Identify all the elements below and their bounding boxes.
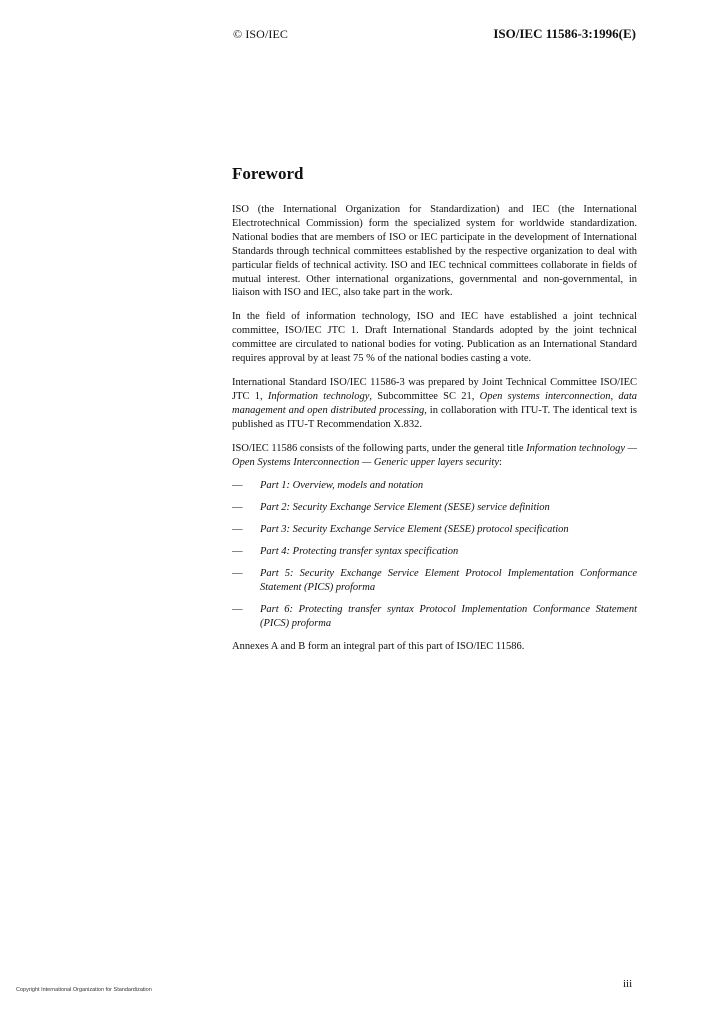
footer-copyright: Copyright International Organization for Standardization [16, 987, 152, 993]
paragraph-preparation-text-2: , Subcommittee SC 21, [369, 390, 480, 402]
paragraph-preparation [232, 376, 637, 432]
list-item [232, 567, 637, 595]
paragraph-parts-intro-colon: : [499, 456, 502, 468]
paragraph-annexes: Annexes A and B form an integral part of this part of ISO/IEC 11586. [232, 640, 525, 652]
part-title: Part 3: Security Exchange Service Element (SESE) protocol specification [260, 524, 569, 536]
parts-list [232, 479, 637, 630]
paragraph-parts-intro [232, 442, 637, 470]
part-title: Part 5: Security Exchange Service Element Protocol Implementation Conformance Statement (PICS) proforma [260, 568, 637, 593]
list-item [232, 545, 637, 559]
list-dash: — [232, 480, 243, 492]
paragraph-preparation-subcommittee-title: Open systems interconnection, data management and open distributed processing [232, 390, 637, 416]
part-title: Part 4: Protecting transfer syntax specification [260, 546, 459, 558]
paragraph-organizations: ISO (the International Organization for Standardization) and IEC (the International Electrotechnical Commission) form the specialized system for worldwide standardization. National bodies that are members of ISO or IEC participate in the development of International Standards through technical committees established by the respective organization to deal with particular fields of technical activity. ISO and IEC technical committees collaborate in fields of mutual interest. Other international organizations, governmental and non-governmental, in liaison with ISO and IEC, also take part in the work. [232, 204, 637, 299]
part-title: Part 2: Security Exchange Service Element (SESE) service definition [260, 502, 550, 514]
paragraph-preparation-text-3: , in collaboration with ITU-T. The identical text is published as ITU-T Recommendation X.832. [232, 404, 637, 430]
page-title: Foreword [232, 164, 304, 183]
paragraph-preparation-text-1: International Standard ISO/IEC 11586-3 was prepared by Joint Technical Committee ISO/IEC JTC 1, [232, 376, 637, 402]
list-dash: — [232, 568, 243, 580]
list-item [232, 501, 637, 515]
foreword-body [232, 203, 637, 664]
paragraph-parts-general-title: Information technology — Open Systems Interconnection — Generic upper layers security [232, 442, 637, 468]
list-item [232, 479, 637, 493]
paragraph-joint-committee: In the field of information technology, ISO and IEC have established a joint technical committee, ISO/IEC JTC 1. Draft International Standards adopted by the joint technical committee are circulated to national bodies for voting. Publication as an International Standard requires approval by at least 75 % of the national bodies casting a vote. [232, 311, 637, 365]
header-document-number: ISO/IEC 11586-3:1996(E) [493, 26, 636, 41]
header-copyright: © ISO/IEC [233, 27, 289, 41]
part-title: Part 1: Overview, models and notation [260, 480, 424, 492]
list-dash: — [232, 603, 243, 615]
page-number: iii [623, 978, 633, 990]
paragraph-preparation-committee-title: Information technology [267, 390, 370, 402]
list-item [232, 523, 637, 537]
list-dash: — [232, 546, 243, 558]
list-dash: — [232, 524, 243, 536]
part-title: Part 6: Protecting transfer syntax Protocol Implementation Conformance Statement (PICS) proforma [260, 603, 637, 629]
list-dash: — [232, 502, 243, 514]
paragraph-parts-intro-text: ISO/IEC 11586 consists of the following parts, under the general title [232, 442, 527, 454]
list-item [232, 603, 637, 631]
